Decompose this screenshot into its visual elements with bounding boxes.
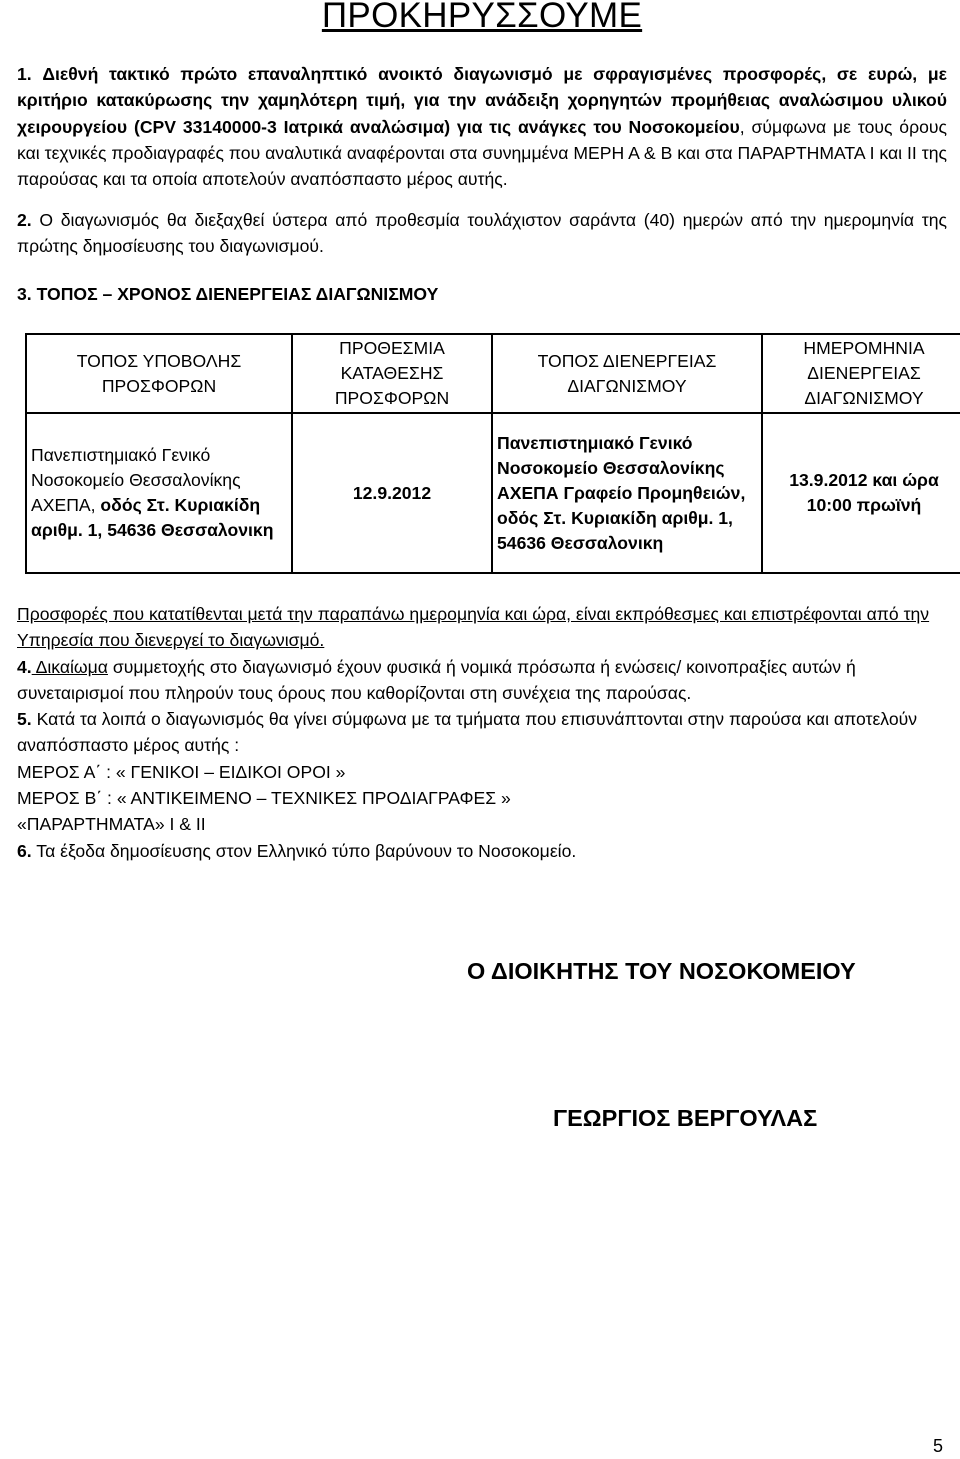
item-4-number: 4. bbox=[17, 656, 32, 677]
document-title: ΠΡΟΚΗΡΥΣΣΟΥΜΕ bbox=[321, 0, 643, 35]
item-4-text: συμμετοχής στο διαγωνισμό έχουν φυσικά ή νομικά πρόσωπα ή ενώσεις/ κοινοπραξίες αυτών ή συνεταιρισμοί που πληρούν τους όρους που καθορίζονται στη συνέχεια της παρούσας. bbox=[17, 656, 856, 703]
part-a-line: ΜΕΡΟΣ Α΄ : « ΓΕΝΙΚΟΙ – ΕΙΔΙΚΟΙ ΟΡΟΙ » bbox=[17, 761, 346, 782]
item-3-heading bbox=[17, 284, 438, 305]
part-b-line: ΜΕΡΟΣ Β΄ : « ΑΝΤΙΚΕΙΜΕΝΟ – ΤΕΧΝΙΚΕΣ ΠΡΟΔΙΑΓΡΑΦΕΣ » bbox=[17, 788, 511, 809]
table-header-row bbox=[26, 334, 960, 413]
signer-name: ΓΕΩΡΓΙΟΣ ΒΕΡΓΟΥΛΑΣ bbox=[553, 1105, 818, 1131]
item-2-text: Ο διαγωνισμός θα διεξαχθεί ύστερα από προθεσμία τουλάχιστον σαράντα (40) ημερών από την ημερομηνία της πρώτης δημοσίευσης του διαγωνισμού. bbox=[17, 210, 947, 256]
header-submission-deadline: ΠΡΟΘΕΣΜΙΑ ΚΑΤΑΘΕΣΗΣ ΠΡΟΣΦΟΡΩΝ bbox=[292, 334, 492, 413]
item-5-number: 5. bbox=[17, 709, 32, 730]
table-row bbox=[26, 413, 960, 573]
item-3-number: 3. bbox=[17, 284, 32, 304]
item-5-text: Κατά τα λοιπά ο διαγωνισμός θα γίνει σύμφωνα με τα τμήματα που επισυνάπτονται στην παρούσα και αποτελούν αναπόσπαστο μέρος αυτής : bbox=[17, 709, 918, 756]
item-1-paragraph bbox=[17, 61, 947, 192]
cell-submission-place bbox=[26, 413, 292, 573]
item-1-text: , σύμφωνα με τους όρους και τεχνικές προδιαγραφές που αναλυτικά αναφέρονται στα συνημμένα ΜΕΡΗ Α & Β και στα ΠΑΡΑΡΤΗΜΑΤΑ Ι και ΙΙ της παρούσας και τα οποία αποτελούν αναπόσπαστο μέρος αυτής. bbox=[17, 116, 947, 190]
item-1-number: 1. bbox=[17, 64, 32, 84]
cell-submission-deadline: 12.9.2012 bbox=[292, 413, 492, 573]
item-4-paragraph bbox=[17, 654, 947, 707]
item-4-lead: Δικαίωμα bbox=[31, 656, 108, 677]
submission-place-name: Πανεπιστημιακό Γενικό Νοσοκομείο Θεσσαλονίκης ΑΧΕΠΑ, bbox=[31, 445, 241, 515]
submission-place-address: οδός Στ. Κυριακίδη αριθμ. 1, 54636 Θεσσαλονικη bbox=[31, 495, 274, 540]
item-2-paragraph bbox=[17, 207, 947, 259]
signer-title: Ο ΔΙΟΙΚΗΤΗΣ ΤΟΥ ΝΟΣΟΚΟΜΕΙΟΥ bbox=[467, 958, 856, 984]
late-offers-notice: Προσφορές που κατατίθενται μετά την παραπάνω ημερομηνία και ώρα, είναι εκπρόθεσμες και επιστρέφονται από την Υπηρεσία που διενεργεί το διαγωνισμό. bbox=[17, 604, 930, 651]
closing-section bbox=[17, 601, 947, 864]
cell-tender-venue: Πανεπιστημιακό Γενικό Νοσοκομείο Θεσσαλονίκης ΑΧΕΠΑ Γραφείο Προμηθειών, οδός Στ. Κυριακίδη αριθμ. 1, 54636 Θεσσαλονικη bbox=[492, 413, 762, 573]
item-1-bold-text: Διεθνή τακτικό πρώτο επαναληπτικό ανοικτό διαγωνισμό με σφραγισμένες προσφορές, σε ευρώ, με κριτήριο κατακύρωσης την χαμηλότερη τιμή, για την ανάδειξη χορηγητών προμήθειας αναλώσιμου υλικού χειρουργείου (CPV 33140000-3 Ιατρικά αναλώσιμα) για τις ανάγκες του Νοσοκομείου bbox=[17, 64, 948, 137]
page-number: 5 bbox=[932, 1436, 943, 1456]
item-6-paragraph bbox=[17, 838, 947, 864]
item-5-paragraph bbox=[17, 706, 947, 759]
header-tender-venue: ΤΟΠΟΣ ΔΙΕΝΕΡΓΕΙΑΣ ΔΙΑΓΩΝΙΣΜΟΥ bbox=[492, 334, 762, 413]
header-submission-place: ΤΟΠΟΣ ΥΠΟΒΟΛΗΣ ΠΡΟΣΦΟΡΩΝ bbox=[26, 334, 292, 413]
cell-tender-date: 13.9.2012 και ώρα 10:00 πρωϊνή bbox=[762, 413, 960, 573]
item-6-text: Τα έξοδα δημοσίευσης στον Ελληνικό τύπο βαρύνουν το Νοσοκομείο. bbox=[31, 840, 577, 861]
tender-schedule-table bbox=[25, 333, 960, 574]
header-tender-date: ΗΜΕΡΟΜΗΝΙΑ ΔΙΕΝΕΡΓΕΙΑΣ ΔΙΑΓΩΝΙΣΜΟΥ bbox=[762, 334, 960, 413]
annexes-line: «ΠΑΡΑΡΤΗΜΑΤΑ» Ι & ΙΙ bbox=[17, 814, 206, 835]
item-3-heading-text: ΤΟΠΟΣ – ΧΡΟΝΟΣ ΔΙΕΝΕΡΓΕΙΑΣ ΔΙΑΓΩΝΙΣΜΟΥ bbox=[36, 284, 439, 304]
item-6-number: 6. bbox=[17, 840, 32, 861]
item-2-number: 2. bbox=[17, 210, 32, 230]
